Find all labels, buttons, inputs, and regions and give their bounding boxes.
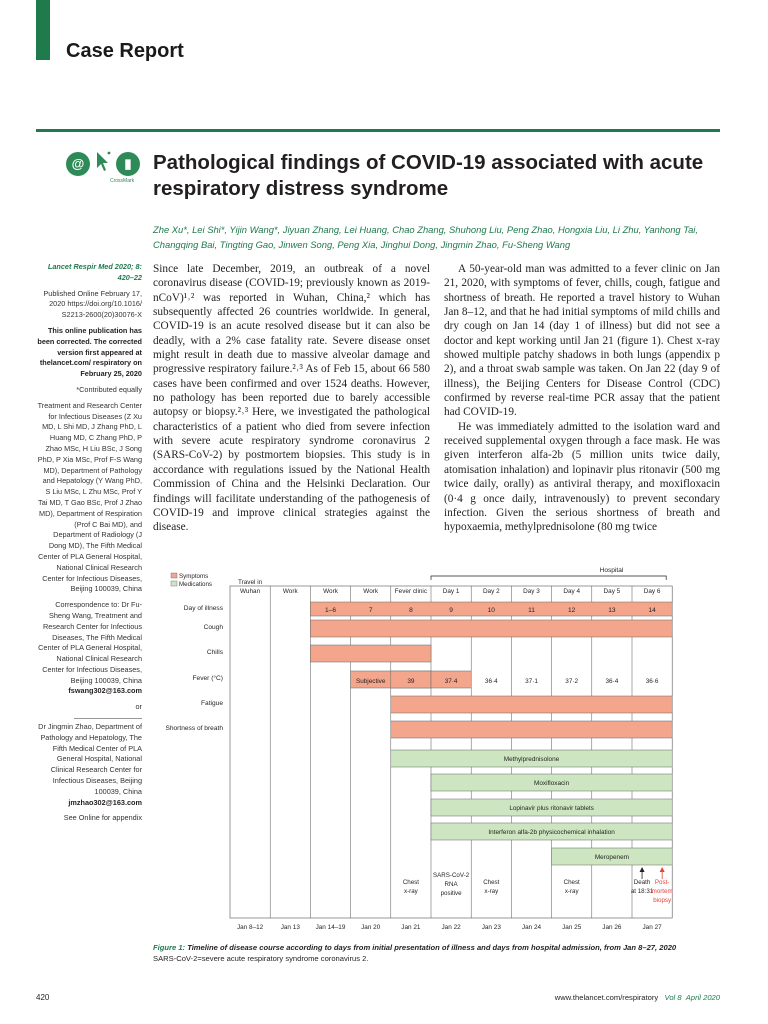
legend-symptoms-swatch xyxy=(171,573,177,578)
symptom-bar xyxy=(310,620,672,637)
sidebar xyxy=(36,262,142,829)
event-label: x-ray xyxy=(404,888,418,895)
journal-url[interactable]: www.thelancet.com/respiratory xyxy=(554,993,659,1002)
email-link-2[interactable]: jmzhao302@163.com xyxy=(68,797,142,807)
day-of-illness-value: 8 xyxy=(409,607,413,614)
date-label: Jan 8–12 xyxy=(236,924,264,931)
period-header: Day 6 xyxy=(643,588,661,595)
sidebar-divider xyxy=(74,718,142,719)
hospital-label: Hospital xyxy=(599,567,624,574)
period-header: Fever clinic xyxy=(394,588,428,595)
header-rule xyxy=(36,129,720,132)
fever-value: 37·4 xyxy=(444,678,458,685)
issue-date: April 2020 xyxy=(685,993,720,1002)
article-title: Pathological findings of COVID-19 associated with acute respiratory distress syndrome xyxy=(153,151,704,200)
date-label: Jan 20 xyxy=(361,924,381,931)
fever-value: 37·2 xyxy=(565,678,579,685)
medication-label: Lopinavir plus ritonavir tablets xyxy=(509,805,594,812)
hospital-bracket xyxy=(431,576,666,580)
period-header: Day 2 xyxy=(482,588,500,595)
fever-subjective-label: Subjective xyxy=(355,678,386,685)
event-label: RNA xyxy=(444,881,458,888)
period-header: Day 4 xyxy=(563,588,581,595)
fever-value: 36·4 xyxy=(484,678,498,685)
day-of-illness-value: 11 xyxy=(528,607,535,614)
contributed-note: *Contributed equally xyxy=(76,384,142,394)
day-of-illness-value: 10 xyxy=(487,607,495,614)
fever-value: 36·4 xyxy=(605,678,619,685)
symptom-label: Cough xyxy=(203,624,223,631)
legend-medications-swatch xyxy=(171,581,177,586)
event-arrow-head xyxy=(660,867,665,872)
correction-note: This online publication has been corrected. The corrected version first appeared at thelancet.com/ respiratory on February 25, 2020 xyxy=(37,325,142,379)
symptom-bar xyxy=(310,645,431,662)
event-label: mortem xyxy=(651,888,673,895)
figure-note: SARS-CoV-2=severe acute respiratory syndrome coronavirus 2. xyxy=(153,954,369,963)
section-title: Case Report xyxy=(66,40,184,62)
date-label: Jan 24 xyxy=(521,924,542,931)
date-label: Jan 26 xyxy=(602,924,622,931)
bookmark-icon: ▮ xyxy=(116,152,140,176)
email-link-1[interactable]: fswang302@163.com xyxy=(68,686,142,696)
section-accent-bar xyxy=(36,0,50,60)
correspondence-2: Dr Jingmin Zhao, Department of Pathology and Hepatology, The Fifth Medical Center of PLA General Hospital, National Clinical Research Center for Infectious Diseases, Beijing 100039, China xyxy=(38,722,142,796)
event-label: x-ray xyxy=(484,888,499,895)
appendix-link[interactable]: See Online for appendix xyxy=(63,813,142,823)
symptom-label: Chills xyxy=(206,649,223,656)
symptom-label: Fatigue xyxy=(201,700,223,707)
event-label: Death xyxy=(633,879,651,886)
event-label: biopsy xyxy=(653,897,672,904)
period-header: Work xyxy=(363,588,379,595)
medication-label: Interferon alfa-2b physicochemical inhalation xyxy=(488,829,615,836)
body-paragraph: A 50-year-old man was admitted to a fever clinic on Jan 21, 2020, with symptoms of fever, chills, cough, fatigue and shortness of breath. He reported a travel history to Wuhan Jan 8–12, and that he had initial symptoms of mild chills and dry cough on Jan 14 (day 1 of illness) but did not see a doctor and kept working until Jan 21 (figure 1). Chest x-ray showed multiple patchy shadows in both lungs (appendix p 2), and a throat swab sample was taken. On Jan 22 (day 9 of illness), the Beijing Centers for Disease Control (CDC) confirmed by reverse real-time PCR assay that the patient had COVID-19. xyxy=(444,263,720,419)
event-label: Post- xyxy=(654,879,670,886)
period-header: Day 1 xyxy=(442,588,460,595)
symptom-bar xyxy=(391,721,672,738)
symptom-bar xyxy=(391,696,672,713)
day-of-illness-value: 14 xyxy=(648,607,656,614)
cursor-icon xyxy=(94,150,112,176)
symptom-label: Fever (°C) xyxy=(192,675,223,682)
period-header: Day 3 xyxy=(523,588,540,595)
day-of-illness-label: Day of illness xyxy=(183,605,223,612)
period-header: Work xyxy=(323,588,338,595)
author-list: Zhe Xu*, Lei Shi*, Yijin Wang*, Jiyuan Zhang, Lei Huang, Chao Zhang, Shuhong Liu, Peng Zhao, Hongxia Liu, Li Zhu, Yanhong Tai, Changqing Bai, Tingting Gao, Jinwen Song, Peng Xia, Jinghui Dong, Jingmin Zhao, Fu-Sheng Wang xyxy=(153,224,698,250)
body-paragraph: He was immediately admitted to the isolation ward and received supplemental oxygen through a face mask. He was given interferon alfa-2b (5 million units twice daily, atomisation inhalation) and lopinavir plus ritonavir (500 mg twice daily, orally) as antiviral therapy, and moxifloxacin (0·4 g once daily, intravenously) to prevent secondary infection. Given the serious shortness of breath and hypoxaemia, methylprednisolone (80 mg twice xyxy=(444,420,720,534)
medication-label: Meropenem xyxy=(594,854,629,861)
correspondence: Correspondence to: Dr Fu-Sheng Wang, Treatment and Research Center for Infectious Diseases, The Fifth Medical Center of PLA General Hospital, National Clinical Research Center for Infectious Diseases, Beijing 100039, China xyxy=(38,600,142,685)
date-label: Jan 22 xyxy=(441,924,461,931)
period-header: Day 5 xyxy=(603,588,621,595)
event-arrow-head xyxy=(640,867,645,872)
medication-label: Moxifloxacin xyxy=(534,780,570,787)
event-label: at 18:31 xyxy=(630,888,654,895)
date-label: Jan 21 xyxy=(401,924,421,931)
medication-label: Methylprednisolone xyxy=(503,756,560,763)
date-label: Jan 23 xyxy=(481,924,501,931)
period-header: Work xyxy=(282,588,298,595)
date-label: Jan 25 xyxy=(562,924,582,931)
fever-value: 37·1 xyxy=(525,678,538,685)
or-separator: or xyxy=(135,702,142,712)
figure-title: Timeline of disease course according to days from initial presentation of illness and days from hospital admission, from Jan 8–27, 2020 xyxy=(185,943,677,952)
day-of-illness-value: 7 xyxy=(368,607,373,614)
event-label: x-ray xyxy=(564,888,579,895)
day-of-illness-value: 9 xyxy=(449,607,453,614)
date-label: Jan 14–19 xyxy=(315,924,346,931)
figure-caption xyxy=(153,942,720,964)
event-label: Chest xyxy=(402,879,419,886)
crossmark-label: CrossMark xyxy=(110,178,135,184)
day-of-illness-value: 13 xyxy=(608,607,616,614)
journal-citation: Lancet Respir Med 2020; 8: 420–22 xyxy=(47,262,142,282)
period-header: Travel in xyxy=(237,579,263,586)
symptom-label: Shortness of breath xyxy=(165,725,223,732)
figure-label: Figure 1: xyxy=(153,943,186,952)
timeline-figure xyxy=(153,564,720,934)
legend-medications-label: Medications xyxy=(179,581,213,588)
event-label: Chest xyxy=(483,879,500,886)
crossmark-logo[interactable] xyxy=(66,150,148,188)
page-number: 420 xyxy=(36,993,50,1002)
event-label: SARS-CoV-2 xyxy=(433,872,470,879)
day-of-illness-value: 12 xyxy=(568,607,576,614)
fever-value: 36·6 xyxy=(645,678,659,685)
open-access-icon: @ xyxy=(66,152,90,176)
affiliations: Treatment and Research Center for Infectious Diseases (Z Xu MD, L Shi MD, J Zhang PhD, L Huang MD, C Zhang PhD, P Zhao MSc, H Liu BSc, J Song PhD, P Xia MSc, Prof F-S Wang MD), Department of Pathology and Hepatology (Y Wang PhD, S Liu MSc, L Zhu MSc, Prof Y Tai MD, T Gao BSc, Prof J Zhao MD), Department of Respiration (Prof C Bai MD), and Department of Radiology (J Dong MD), The Fifth Medical Center of PLA General Hospital, National Clinical Research Center for Infectious Diseases, Beijing 100039, China xyxy=(37,400,142,594)
fever-value: 39 xyxy=(407,678,415,685)
day-of-illness-value: 1–6 xyxy=(324,607,337,614)
event-label: positive xyxy=(440,890,462,897)
date-label: Jan 27 xyxy=(642,924,662,931)
body-column-2 xyxy=(444,262,720,535)
footer-info xyxy=(555,993,720,1002)
date-label: Jan 13 xyxy=(280,924,300,931)
legend-symptoms-label: Symptoms xyxy=(179,573,209,580)
event-label: Chest xyxy=(563,879,580,886)
timeline-chart xyxy=(153,564,720,934)
body-column-1 xyxy=(153,262,430,535)
volume: Vol 8 xyxy=(664,993,682,1002)
body-paragraph: Since late December, 2019, an outbreak of a novel coronavirus disease (COVID-19; previously known as 2019-nCoV)¹˒² was reported in Wuhan, China,² which has subsequently affected 26 countries worldwide. In general, COVID-19 is an acute resolved disease but it can also be deadly, with a 2% case fatality rate. Severe disease onset might result in death due to massive alveolar damage and progressive respiratory failure.²˒³ As of Feb 15, about 66 580 cases have been confirmed and over 1524 deaths. However, no pathology has been reported due to barely accessible autopsy or biopsy.²˒³ Here, we investigated the pathological characteristics of a patient who died from severe infection with severe acute respiratory syndrome coronavirus 2 (SARS-CoV-2) by postmortem biopsies. This study is in accordance with regulations issued by the National Health Commission of China and the Helsinki Declaration. Our findings will facilitate understanding of the pathogenesis of COVID-19 and improve clinical strategies against the disease. xyxy=(153,263,430,534)
published-info[interactable]: Published Online February 17, 2020 https://doi.org/10.1016/ S2213-2600(20)30076-X xyxy=(43,288,142,320)
period-header: Wuhan xyxy=(240,588,261,595)
